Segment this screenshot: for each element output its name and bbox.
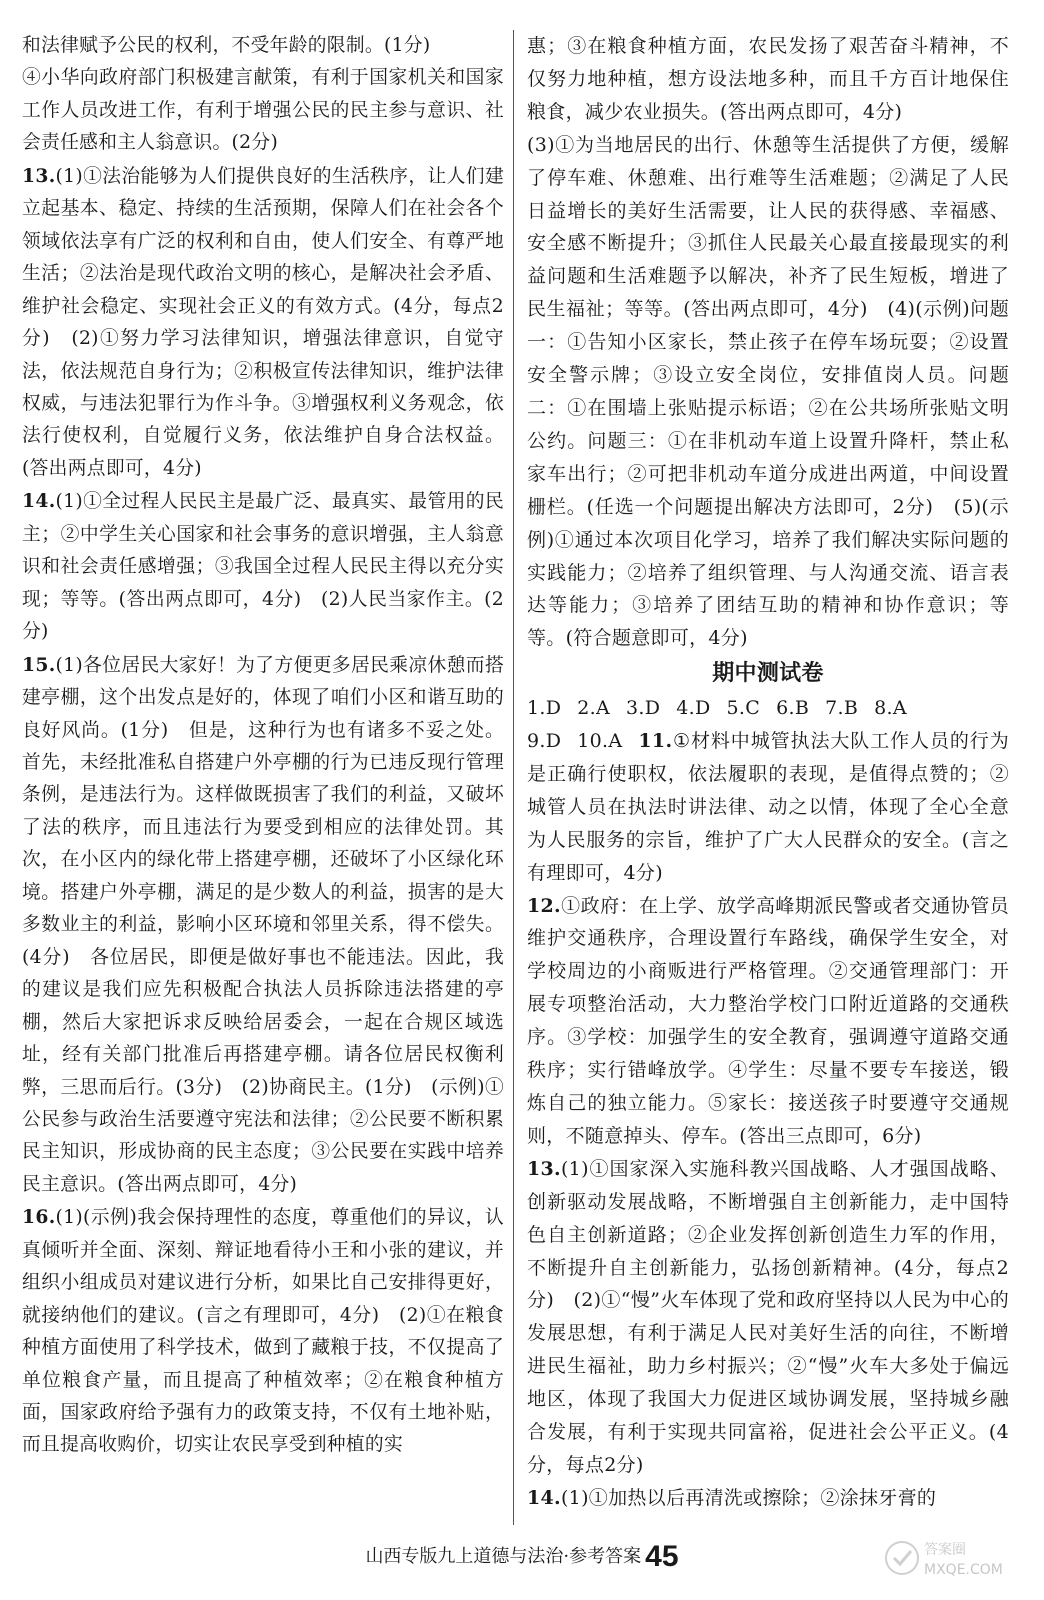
answer-paragraph: [22, 160, 504, 486]
mc-answer: 7.B: [825, 697, 859, 720]
answer-text: (1)各位居民大家好！为了方便更多居民乘凉休憩而搭建亭棚，这个出发点是好的，体现了咱们小区和谐互助的良好风尚。(1分) 但是，这种行为也有诸多不妥之处。首先，未经批准私自搭建户外亭棚的行为已违反现行管理条例，是违法行为。这样做既损害了我们的利益，又破坏了法的秩序，而且违法行为要受到相应的法律处罚。其次，在小区内的绿化带上搭建亭棚，还破坏了小区绿化环境。搭建户外亭棚，满足的是少数人的利益，损害的是大多数业主的利益，影响小区环境和邻里关系，得不偿失。(4分) 各位居民，即便是做好事也不能违法。因此，我的建议是我们应先积极配合执法人员拆除违法搭建的亭棚，然后大家把诉求反映给居委会，一起在合规区域选址，经有关部门批准后再搭建亭棚。请各位居民权衡利弊，三思而后行。(3分) (2)协商民主。(1分) (示例)①公民参与政治生活要遵守宪法和法律；②公民要不断积累民主知识，形成协商的民主态度；③公民要在实践中培养民主意识。(答出两点即可，4分): [22, 654, 504, 1195]
question-number: 13.: [527, 1157, 561, 1180]
mc-answer: 2.A: [577, 697, 611, 720]
answer-paragraph: [527, 890, 1009, 1153]
right-column: [527, 30, 1009, 1515]
answer-paragraph: ④小华向政府部门积极建言献策，有利于国家机关和国家工作人员改进工作，有利于增强公民的民主参与意识、社会责任感和主人翁意识。(2分): [22, 67, 504, 154]
answer-text: (1)(示例)我会保持理性的态度，尊重他们的异议，认真倾听并全面、深刻、辩证地看待小王和小张的建议，并组织小组成员对建议进行分析，如果比自己安排得更好，就接纳他们的建议。(言之有理即可，4分) (2)①在粮食种植方面使用了科学技术，做到了藏粮于技，不仅提高了单位粮食产量，而且提高了种植效率；②在粮食种植方面，国家政府给予强有力的政策支持，不仅有土地补贴，而且提高收购价，切实让农民享受到种植的实: [22, 1207, 504, 1456]
multiple-choice-answers: [527, 692, 1009, 725]
answer-text: ①政府：在上学、放学高峰期派民警或者交通协管员维护交通秩序，合理设置行车路线，确保学生安全，对学校周边的小商贩进行严格管理。②交通管理部门：开展专项整治活动，大力整治学校门口附近道路的交通秩序。③学校：加强学生的安全教育，强调遵守道路交通秩序；实行错峰放学。④学生：尽量不要专车接送，锻炼自己的独立能力。⑤家长：接送孩子时要遵守交通规则，不随意掉头、停车。(答出三点即可，6分): [527, 894, 1009, 1147]
mc-answer: 3.D: [626, 697, 661, 720]
answer-text: (1)①国家深入实施科教兴国战略、人才强国战略、创新驱动发展战略，不断增强自主创新能力，走中国特色自主创新道路；②企业发挥创新创造生力军的作用，不断提升自主创新能力，弘扬创新精神。(4分，每点2分) (2)①“慢”火车体现了党和政府坚持以人民为中心的发展思想，有利于满足人民对美好生活的向往，不断增进民生福祉，助力乡村振兴；②“慢”火车大多处于偏远地区，体现了我国大力促进区域协调发展，坚持城乡融合发展，有利于实现共同富裕，促进社会公平正义。(4分，每点2分): [527, 1157, 1009, 1476]
mc-answer: 9.D: [527, 730, 562, 753]
left-column: [22, 30, 504, 1462]
answer-text: ①材料中城管执法大队工作人员的行为是正确行使职权，依法履职的表现，是值得点赞的；②城管人员在执法时讲法律、动之以情，体现了全心全意为人民服务的宗旨，维护了广大人民群众的安全。(言之有理即可，4分): [527, 730, 1009, 884]
answer-paragraph: [22, 1201, 504, 1462]
question-number: 14.: [527, 1486, 561, 1509]
mc-answer: 10.A: [577, 730, 623, 753]
question-number: 12.: [527, 894, 561, 917]
mc-answer: 6.B: [776, 697, 810, 720]
question-number: 13.: [22, 164, 56, 187]
answer-paragraph: [527, 725, 1009, 890]
answer-text: (1)①全过程人民民主是最广泛、最真实、最管用的民主；②中学生关心国家和社会事务的意识增强，主人翁意识和社会责任感增强；③我国全过程人民民主得以充分实现；等等。(答出两点即可，4分) (2)人民当家作主。(2分): [22, 491, 504, 643]
answer-paragraph: [527, 1482, 1009, 1515]
question-number: 16.: [22, 1206, 56, 1229]
answer-text: (1)①加热以后再清洗或擦除；②涂抹牙膏的: [560, 1486, 937, 1509]
watermark-line2: MXQE.COM: [924, 1562, 1003, 1578]
answer-paragraph: 惠；③在粮食种植方面，农民发扬了艰苦奋斗精神，不仅努力地种植，想方设法地多种，而且千方百计地保住粮食，减少农业损失。(答出两点即可，4分): [527, 35, 1009, 123]
section-title: 期中测试卷: [712, 660, 824, 687]
answer-paragraph: [22, 485, 504, 648]
mc-answer: 1.D: [527, 697, 562, 720]
question-number: 14.: [22, 490, 56, 513]
answer-paragraph: [527, 1153, 1009, 1482]
answer-paragraph: (3)①为当地居民的出行、休憩等生活提供了方便，缓解了停车难、休憩难、出行难等生活难题；②满足了人民日益增长的美好生活需要，让人民的获得感、幸福感、安全感不断提升；③抓住人民最关心最直接最现实的利益问题和生活难题予以解决，补齐了民生短板，增进了民生福祉；等等。(答出两点即可，4分) (4)(示例)问题一：①告知小区家长，禁止孩子在停车场玩耍；②设置安全警示牌；③设立安全岗位，安排值岗人员。问题二：①在围墙上张贴提示标语；②在公共场所张贴文明公约。问题三：①在非机动车道上设置升降杆，禁止私家车出行；②可把非机动车道分成进出两道，中间设置栅栏。(任选一个问题提出解决方法即可，2分) (5)(示例)①通过本次项目化学习，培养了我们解决实际问题的实践能力；②培养了组织管理、与人沟通交流、语言表达等能力；③培养了团结互助的精神和协作意识；等等。(符合题意即可，4分): [527, 133, 1009, 650]
mc-answer: 8.A: [874, 697, 907, 720]
mc-answer: 4.D: [676, 697, 711, 720]
mc-answer: 5.C: [726, 697, 761, 720]
answer-paragraph: [22, 649, 504, 1202]
column-divider: [513, 30, 514, 1525]
watermark-line1: 答案圈: [924, 1542, 966, 1558]
watermark-logo: [882, 1528, 1032, 1588]
question-number: 11.: [638, 730, 673, 753]
answer-text: (1)①法治能够为人们提供良好的生活秩序，让人们建立起基本、稳定、持续的生活预期，保障人们在社会各个领域依法享有广泛的权利和自由，使人们安全、有尊严地生活；②法治是现代政治文明的核心，是解决社会矛盾、维护社会稳定、实现社会正义的有效方式。(4分，每点2分) (2)①努力学习法律知识，增强法律意识，自觉守法，依法规范自身行为；②积极宣传法律知识，维护法律权威，与违法犯罪行为作斗争。③增强权利义务观念，依法行使权利，自觉履行义务，依法维护自身合法权益。(答出两点即可，4分): [22, 165, 504, 479]
question-number: 15.: [22, 653, 56, 676]
page-number: 45: [645, 1540, 679, 1573]
answer-paragraph: 和法律赋予公民的权利，不受年龄的限制。(1分): [22, 35, 431, 56]
footer-label: 山西专版九上道德与法治·参考答案: [365, 1546, 642, 1567]
